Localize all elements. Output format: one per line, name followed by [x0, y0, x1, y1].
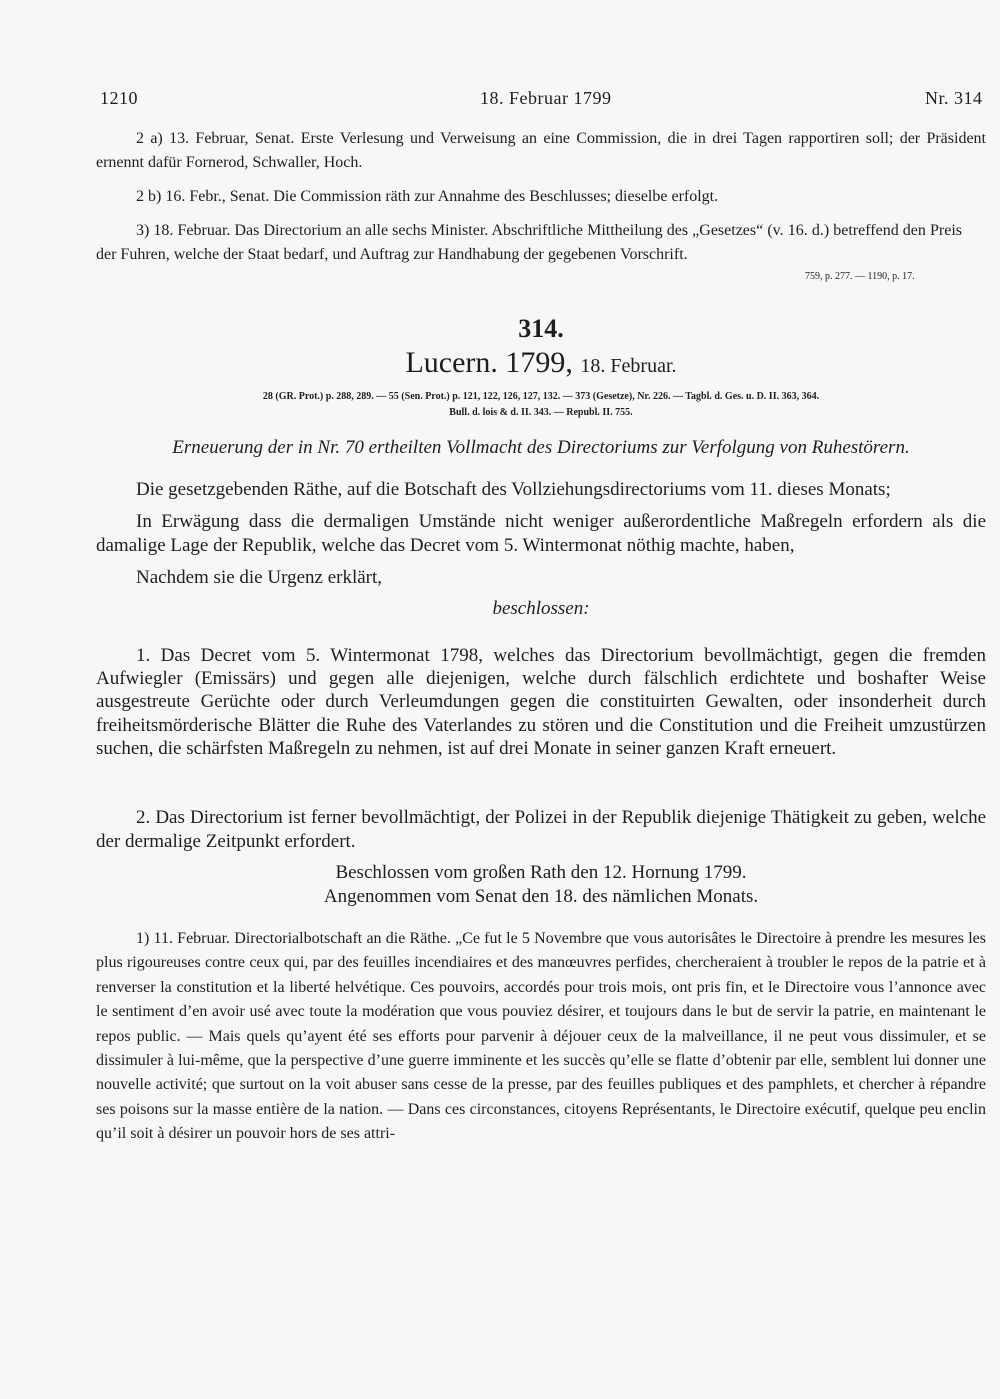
section-place: Lucern. [405, 346, 498, 379]
section-year: 1799, [505, 346, 573, 379]
beschlossen: beschlossen: [492, 598, 590, 619]
closing-line-2: Angenommen vom Senat den 18. des nämlichen Monats. [323, 886, 759, 907]
refs-line-1: 28 (GR. Prot.) p. 288, 289. — 55 (Sen. Prot.) p. 121, 122, 126, 127, 132. — 373 (Gesetze), Nr. 226. — Tagbl. d. Ges. u. D. II. 363, 364. [262, 391, 820, 402]
section-refs [96, 389, 986, 421]
refs-line-2: Bull. d. lois & d. II. 343. — Republ. II. 755. [449, 407, 633, 418]
note-1: 1) 11. Februar. Directorialbotschaft an die Räthe. „Ce fut le 5 Novembre que vous autorisâtes le Directoire à prendre les mesures les plus rigoureuses contre ceux qui, par des feuilles incendiaires et des manœuvres perfides, chercheraient à troubler le repos de la patrie et à renverser la constitution et la liberté helvétique. Ces pouvoirs, accordés pour trois mois, ont pris fin, et le Directoire vous l’annonce avec le sentiment d’en avoir usé avec toute la modération que vous pouviez désirer, et toujours dans le but de servir la patrie, en maintenant le repos public. — Mais quels qu’ayent été ses efforts pour parvenir à déjouer ceux de la malveillance, il ne peut vous dissimuler, et se dissimuler à lui-même, que la perspective d’une guerre imminente et les succès qu’elle se flatte d’obtenir par elle, semblent lui donner une nouvelle activité; que surtout on la voit abuser sans cesse de la presse, par des feuilles publiques et des pamphlets, et chercher à répandre ses poisons sur la masse entière de la nation. — Dans ces circonstances, citoyens Représentants, le Directoire exécutif, quelque peu enclin qu’il soit à désirer un pouvoir hors de ses attri- [96, 930, 986, 1143]
body-p3: Nachdem sie die Urgenz erklärt, [136, 567, 383, 588]
section-date: 18. Februar. [580, 355, 677, 377]
body-p1: Die gesetzgebenden Räthe, auf die Botschaft des Vollziehungsdirectoriums vom 11. dieses Monats; [136, 479, 891, 500]
body-article-2: 2. Das Directorium ist ferner bevollmächtigt, der Polizei in der Republik diejenige Thätigkeit zu geben, welche der dermalige Zeitpunkt erfordert. [96, 807, 986, 852]
body-article-1: 1. Das Decret vom 5. Wintermonat 1798, welches das Directorium bevollmächtigt, gegen die fremden Aufwiegler (Emissärs) und gegen alle diejenigen, welche durch fälschlich erdichtete und boshafter Weise ausgestreute Gerüchte oder durch Verleumdungen gegen die constituirten Gewalten, oder insonderheit durch freiheitsmörderische Blätter die Ruhe des Vaterlandes zu stören und die Constitution und die Freiheit umzustürzen suchen, die schärfsten Maßregeln zu nehmen, ist auf drei Monate in seiner ganzen Kraft erneuert. [96, 645, 986, 759]
note-3: 3) 18. Februar. Das Directorium an alle sechs Minister. Abschriftliche Mittheilung des „Gesetzes“ (v. 16. d.) betreffend den Preis der Fuhren, welche der Staat bedarf, und Auftrag zur Handhabung der gegebenen Vorschrift. [96, 222, 962, 263]
page-number: 1210 [100, 88, 138, 108]
section-title [96, 346, 986, 380]
header-number: Nr. 314 [925, 88, 983, 108]
header-date: 18. Februar 1799 [480, 88, 612, 108]
body-p2: In Erwägung dass die dermaligen Umstände nicht weniger außerordentliche Maßregeln erfordern als die damalige Lage der Republik, welche das Decret vom 5. Wintermonat nöthig machte, haben, [96, 511, 986, 556]
note-2a: 2 a) 13. Februar, Senat. Erste Verlesung und Verweisung an eine Commission, die in drei Tagen rapportiren soll; der Präsident ernennt dafür Fornerod, Schwaller, Hoch. [96, 130, 986, 171]
section-subtitle: Erneuerung der in Nr. 70 ertheilten Vollmacht des Directoriums zur Verfolgung von Ruhestörern. [172, 437, 910, 458]
closing-line-1: Beschlossen vom großen Rath den 12. Hornung 1799. [335, 862, 747, 883]
note-2b: 2 b) 16. Febr., Senat. Die Commission räth zur Annahme des Beschlusses; dieselbe erfolgt. [136, 188, 719, 205]
section-number: 314. [518, 314, 564, 343]
note-3-ref: 759, p. 277. — 1190, p. 17. [805, 271, 915, 282]
